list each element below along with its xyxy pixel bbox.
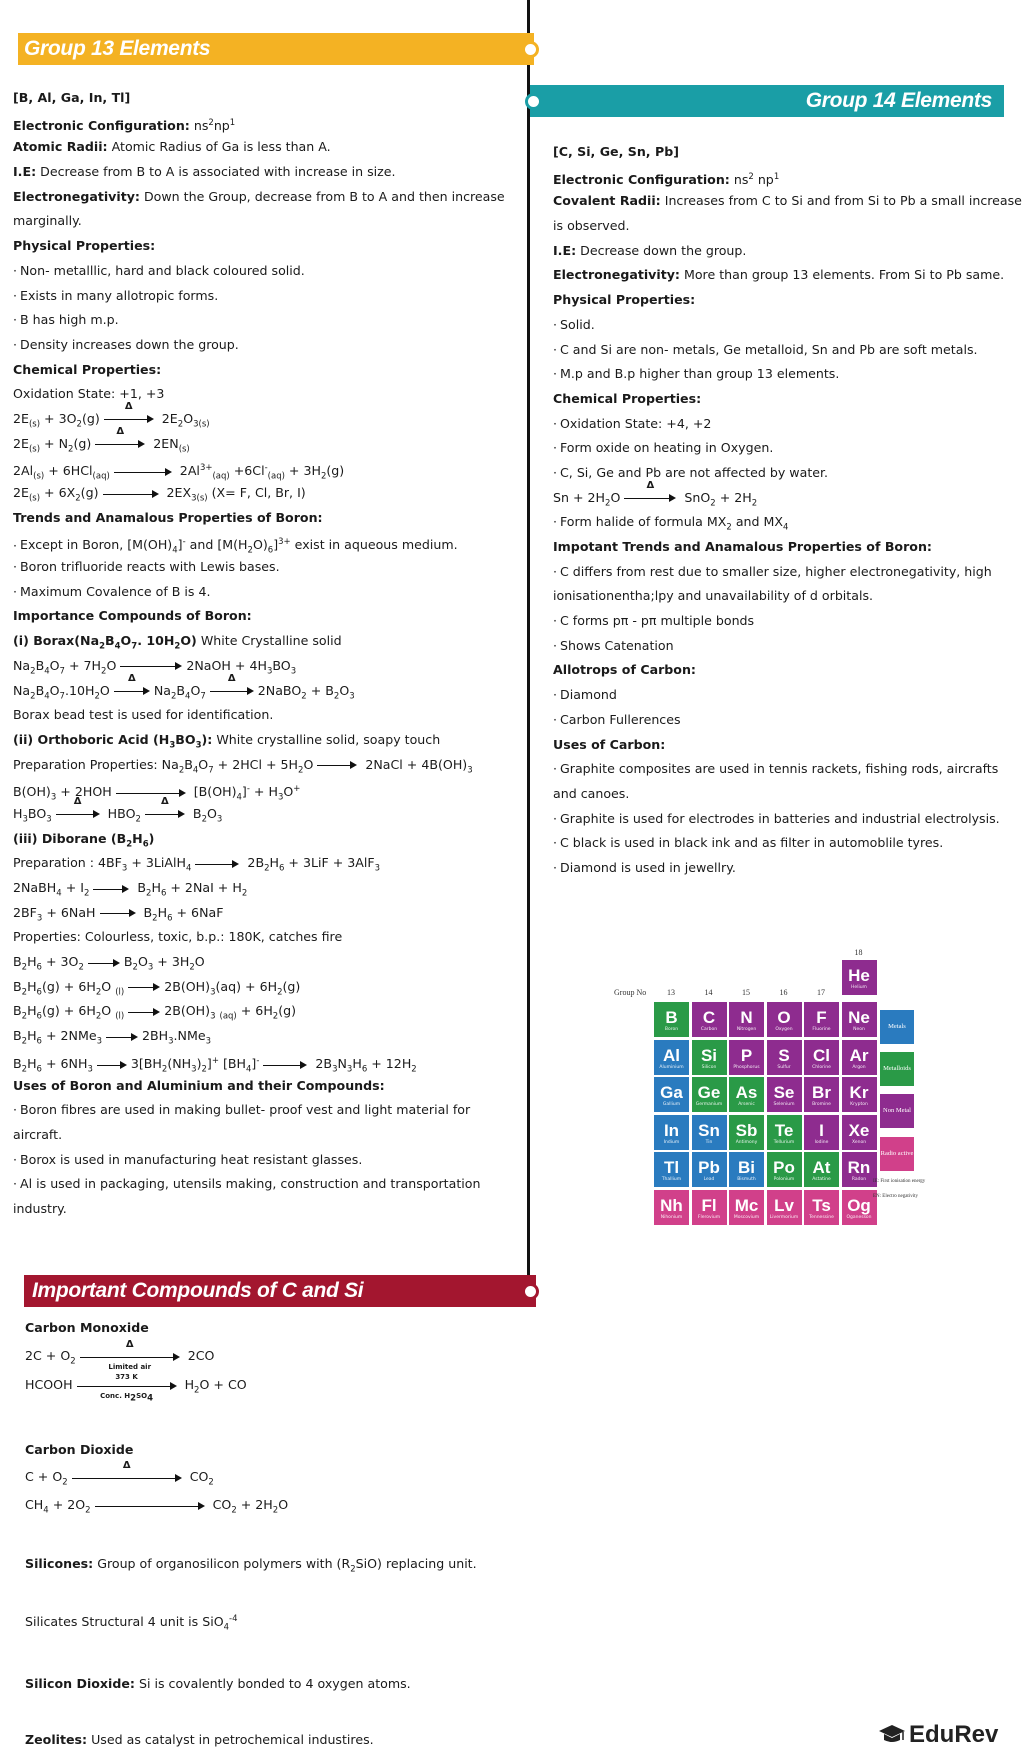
element-name: Polonium (773, 1177, 795, 1182)
element-symbol: Se (773, 1083, 795, 1102)
element-name: Chlorine (812, 1064, 831, 1070)
group13-uses-cont: industry. (13, 1200, 67, 1216)
element-cell-bi (729, 1152, 764, 1187)
element-symbol: In (663, 1120, 680, 1140)
group13-trend-item: · Maximum Covalence of B is 4. (13, 580, 513, 605)
element-name: Bromine (812, 1102, 831, 1107)
group14-banner (530, 85, 1004, 117)
element-cell-og (842, 1190, 877, 1225)
element-cell-se (767, 1077, 802, 1112)
element-symbol: Ga (660, 1083, 683, 1102)
element-name: Radon (851, 1177, 867, 1182)
compounds-banner-dot (522, 1283, 539, 1300)
sio2-text: Silicon Dioxide: Si is covalently bonded to 4 oxygen atoms. (25, 1676, 411, 1691)
element-name: Argon (852, 1064, 866, 1070)
element-cell-he (842, 960, 877, 995)
ie-note: IE: First ionisation energy (873, 1179, 926, 1184)
element-name: Arsenic (738, 1102, 755, 1107)
group13-phys-item: · B has high m.p. (13, 308, 513, 333)
group14-uses-item: · Diamond is used in jewellry. (553, 856, 1013, 881)
group-number: 17 (817, 988, 825, 997)
element-name: Tennessine (809, 1214, 834, 1220)
equation: $2E_{(s)} + 3O_2(g)$ Δ $2E_2O_{3(s)}$ (13, 401, 210, 430)
element-cell-ts (804, 1190, 839, 1225)
group14-uses-label: Uses of Carbon: (553, 736, 666, 752)
element-cell-p (729, 1040, 764, 1075)
group13-phys-item: · Exists in many allotropic forms. (13, 284, 513, 309)
element-symbol: As (735, 1083, 758, 1102)
element-cell-ge (692, 1077, 727, 1112)
ortho-heading: (ii) Orthoboric Acid $(H_3BO_3)$: White crystalline solid, soapy touch (13, 731, 441, 751)
element-name: Oganesson (846, 1214, 872, 1220)
element-cell-te (767, 1115, 802, 1150)
element-cell-o (767, 1002, 802, 1037)
group14-chem-label: Chemical Properties: (553, 390, 702, 406)
element-symbol: Te (774, 1120, 794, 1140)
element-cell-sn (692, 1115, 727, 1150)
group13-column (13, 86, 513, 1222)
element-symbol: He (848, 966, 870, 985)
element-symbol: Ar (849, 1045, 869, 1065)
silicates-text: Silicates Structural 4 unit is SiO$_4^{-4}$ (25, 1614, 238, 1633)
element-symbol: B (665, 1008, 678, 1027)
element-cell-si (692, 1040, 727, 1075)
equation: $B_2H_6(g) + 6H_2O$ $_{(l)}$ $2B(OH)_3$ $_{(aq)} + 6H_2(g)$ (13, 1003, 297, 1022)
element-cell-s (767, 1040, 802, 1075)
element-cell-po (767, 1152, 802, 1187)
element-cell-ar (842, 1040, 877, 1075)
group13-phys-item: · Non- metalllic, hard and black coloured solid. (13, 259, 513, 284)
element-name: Boron (664, 1027, 679, 1032)
group13-trend-label: Trends and Anamalous Properties of Boron: (13, 509, 323, 525)
group14-elements: [C, Si, Ge, Sn, Pb] (553, 144, 679, 159)
element-cell-c (692, 1002, 727, 1037)
equation: $B_2H_6 + 3O_2$ $B_2O_3 + 3H_2O$ (13, 954, 205, 973)
group14-uses-item: · Graphite composites are used in tennis rackets, fishing rods, aircrafts (553, 757, 1013, 782)
equation: 2NaBH$_4$ + $I_2$ $B_2H_6 + 2NaI + H_2$ (13, 880, 248, 899)
group14-phys-label: Physical Properties: (553, 292, 696, 308)
element-name: Aluminium (659, 1064, 684, 1070)
element-name: Iodine (814, 1139, 829, 1145)
element-symbol: Nh (660, 1195, 683, 1215)
element-symbol: Rn (847, 1158, 871, 1177)
element-name: Tellurium (773, 1139, 795, 1145)
silicones-text: Silicones: Group of organosilicon polymers with $(R_2SiO)$ replacing unit. (25, 1556, 477, 1575)
co2-label: Carbon Dioxide (25, 1442, 134, 1457)
equation: $B_2H_6 + 6NH_3$ $3[BH_2(NH_3)_2]^+$ $[BH_4]^-$ $2B_3N_3H_6 + 12H_2$ (13, 1055, 417, 1075)
element-symbol: Xe (848, 1120, 870, 1140)
element-symbol: C (702, 1008, 716, 1027)
element-name: Oxygen (775, 1027, 793, 1032)
equation: $2E_{(s)} + 6X_2(g)$ $2EX_{3(s)}$ (X= F, Cl, Br, I) (13, 485, 306, 504)
element-name: Xenon (851, 1139, 867, 1145)
diborane-heading: (iii) Diborane $(B_2H_6)$ (13, 830, 155, 850)
group13-en: Electronegativity: Down the Group, decrease from B to A and then increase (13, 188, 505, 204)
group13-banner (18, 33, 534, 65)
element-name: Fluorine (812, 1027, 831, 1032)
element-symbol: P (740, 1045, 753, 1065)
element-cell-nh (654, 1190, 689, 1225)
group14-trend-item: · C forms pπ - pπ multiple bonds (553, 609, 1013, 634)
element-name: Thallium (661, 1177, 682, 1182)
equation: $Na_2B_4O_7.10H_2O$ Δ $Na_2B_4O_7$ Δ 2NaBO$_2$ + $B_2O_3$ (13, 673, 355, 702)
element-cell-at (804, 1152, 839, 1187)
element-symbol: I (819, 1120, 824, 1140)
element-symbol: Sb (735, 1120, 758, 1140)
equation: $2E_{(s)} + N_2(g)$ Δ $2EN_{(s)}$ (13, 426, 190, 455)
group14-trend-cont: ionisationentha;lpy and unavailability of d orbitals. (553, 588, 874, 604)
legend-metals: Metals (880, 1010, 914, 1044)
group13-uses-cont: aircraft. (13, 1126, 63, 1142)
element-symbol: Tl (663, 1158, 680, 1177)
group14-uses-item: · Graphite is used for electrodes in batteries and industrial electrolysis. (553, 807, 1013, 832)
equation: $B_2H_6(g) + 6H_2O$ $_{(l)}$ $2B(OH)_3(aq) + 6H_2(g)$ (13, 978, 301, 998)
group14-radii: Covalent Radii: Increases from C to Si and from Si to Pb a small increase (553, 193, 1022, 209)
element-cell-f (804, 1002, 839, 1037)
group13-ie: I.E: Decrease from B to A is associated with increase in size. (13, 164, 396, 180)
en-note: EN: Electro negativity (873, 1194, 918, 1199)
element-symbol: Al (663, 1045, 680, 1065)
compounds-banner (24, 1275, 536, 1307)
element-symbol: At (812, 1158, 831, 1177)
element-symbol: F (816, 1008, 827, 1027)
diborane-props: Properties: Colourless, toxic, b.p.: 180K, catches fire (13, 929, 343, 945)
element-symbol: Cl (813, 1045, 830, 1065)
group13-phys-item: · Density increases down the group. (13, 333, 513, 358)
element-symbol: Br (812, 1083, 831, 1102)
element-cell-b (654, 1002, 689, 1037)
legend-non-metal: Non Metal (880, 1094, 914, 1128)
compounds-title: Important Compounds of C and Si (32, 1279, 364, 1302)
group14-radii-cont: is observed. (553, 218, 630, 234)
group13-en-cont: marginally. (13, 213, 82, 229)
equation: Preparation : $4BF_3$ + 3LiAlH$_4$ $2B_2H_6 + 3LiF + 3AlF_3$ (13, 855, 381, 874)
group14-allo-item: · Carbon Fullerences (553, 708, 1013, 733)
element-cell-br (804, 1077, 839, 1112)
element-name: Krypton (850, 1102, 868, 1107)
zeolites-text: Zeolites: Used as catalyst in petrochemical industires. (25, 1732, 374, 1747)
element-cell-tl (654, 1152, 689, 1187)
group13-uses-item: · Borox is used in manufacturing heat resistant glasses. (13, 1148, 513, 1173)
group14-allo-item: · Diamond (553, 683, 1013, 708)
element-symbol: Lv (774, 1195, 794, 1215)
group14-title: Group 14 Elements (805, 89, 992, 112)
element-symbol: Pb (698, 1158, 720, 1177)
group13-imp-label: Importance Compounds of Boron: (13, 608, 252, 624)
group14-chem-item: · C, Si, Ge and Pb are not affected by water. (553, 461, 1013, 486)
group13-title: Group 13 Elements (24, 37, 211, 60)
element-name: Silicon (701, 1064, 717, 1070)
co-label: Carbon Monoxide (25, 1320, 149, 1335)
element-symbol: Fl (701, 1195, 717, 1215)
element-name: Neon (853, 1027, 865, 1032)
element-name: Carbon (700, 1027, 718, 1032)
element-cell-n (729, 1002, 764, 1037)
group14-config: Electronic Configuration: $ns^2$ $np^1$ (553, 171, 780, 187)
group14-chem-item: · Oxidation State: +4, +2 (553, 412, 1013, 437)
legend-radio-active: Radio active (880, 1137, 914, 1171)
element-symbol: Bi (738, 1158, 755, 1177)
group-number: 16 (779, 988, 788, 997)
element-cell-rn (842, 1152, 877, 1187)
element-name: Sulfur (777, 1064, 791, 1070)
element-cell-ga (654, 1077, 689, 1112)
group14-uses-item: · C black is used in black ink and as filter in automoblile tyres. (553, 831, 1013, 856)
element-cell-as (729, 1077, 764, 1112)
group14-chem-item: · Form oxide on heating in Oxygen. (553, 436, 1013, 461)
element-name: Lead (703, 1177, 715, 1182)
element-name: Astatine (812, 1177, 831, 1182)
element-cell-mc (729, 1190, 764, 1225)
group14-phys-item: · C and Si are non- metals, Ge metalloid, Sn and Pb are soft metals. (553, 338, 1013, 363)
group14-banner-dot (525, 93, 542, 110)
group-number: 15 (742, 988, 750, 997)
element-cell-xe (842, 1115, 877, 1150)
element-symbol: Ge (697, 1083, 721, 1102)
element-name: Nitrogen (736, 1027, 757, 1032)
group13-elements: [B, Al, Ga, In, Tl] (13, 90, 131, 105)
element-name: Gallium (662, 1102, 681, 1107)
element-cell-i (804, 1115, 839, 1150)
element-symbol: Sn (698, 1120, 720, 1140)
element-name: Germanium (695, 1102, 723, 1107)
element-symbol: Og (847, 1195, 871, 1215)
group13-config: Electronic Configuration: $ns^2np^1$ (13, 117, 236, 133)
element-name: Selenium (773, 1102, 795, 1107)
element-symbol: Kr (849, 1083, 869, 1102)
group14-trend-label: Impotant Trends and Anamalous Properties of Boron: (553, 539, 932, 554)
equation: $Na_2B_4O_7 + 7H_2O$ 2NaOH + $4H_3BO_3$ (13, 657, 297, 677)
group-number: 13 (667, 988, 675, 997)
group13-trend-item: · Boron trifluoride reacts with Lewis bases. (13, 555, 513, 580)
group14-trend-item: · C differs from rest due to smaller size, higher electronegativity, high (553, 560, 1013, 585)
borax-test: Borax bead test is used for identification. (13, 707, 274, 723)
element-symbol: Po (773, 1158, 795, 1177)
element-cell-kr (842, 1077, 877, 1112)
periodic-table (608, 948, 938, 1228)
element-cell-sb (729, 1115, 764, 1150)
equation: $C + O_2$ Δ $CO_2$ (25, 1459, 214, 1488)
element-name: Tin (705, 1139, 713, 1145)
group14-phys-item: · Solid. (553, 313, 1013, 338)
element-name: Flerovium (697, 1214, 721, 1220)
equation: $B_2H_6 + 2NMe_3$ $2BH_3.NMe_3$ (13, 1028, 212, 1047)
element-symbol: O (777, 1008, 791, 1027)
element-symbol: Ts (812, 1195, 831, 1215)
group13-uses-item: · Al is used in packaging, utensils making, construction and transportation (13, 1172, 513, 1197)
element-cell-pb (692, 1152, 727, 1187)
borax-heading: (i) $Borax(Na_2B_4O_7$. $10H_2O$) White Crystalline solid (13, 633, 342, 652)
element-name: Livermorium (769, 1214, 799, 1220)
element-symbol: Si (700, 1045, 718, 1065)
group14-trend-item: · Shows Catenation (553, 634, 1013, 659)
brand-name: EduRev (909, 1721, 999, 1748)
group14-halide: · Form halide of formula $MX_2$ and $MX_4$ (553, 510, 1013, 535)
equation: Preparation Properties: $Na_2B_4O_7 + 2HCl + 5H_2O$ 2NaCl + $4B(OH)_3$ (13, 756, 473, 776)
element-cell-al (654, 1040, 689, 1075)
equation: HCOOH 373 K Conc. $H_2SO_4$ $H_2O$ + CO (25, 1372, 247, 1403)
group13-phys-label: Physical Properties: (13, 238, 156, 254)
group13-chem-label: Chemical Properties: (13, 361, 162, 377)
group13-uses-item: · Boron fibres are used in making bullet- proof vest and light material for (13, 1098, 513, 1123)
column-divider (527, 0, 530, 1282)
group-number: 14 (704, 988, 713, 997)
element-symbol: Ne (848, 1008, 870, 1027)
element-name: Moscovium (733, 1214, 760, 1220)
group13-uses-label: Uses of Boron and Aluminium and their Compounds: (13, 1077, 385, 1093)
group14-phys-item: · M.p and B.p higher than group 13 elements. (553, 362, 1013, 387)
element-name: Helium (851, 985, 867, 990)
element-name: Nihonium (660, 1214, 683, 1220)
equation: $CH_4 + 2O_2$ $CO_2 + 2H_2O$ (25, 1497, 289, 1516)
element-cell-lv (767, 1190, 802, 1225)
element-symbol: S (778, 1045, 790, 1065)
group-no-label: Group No (614, 988, 647, 997)
graduation-cap-icon (878, 1723, 906, 1745)
equation: $B(OH)_3 + 2HOH$ $[B(OH)_4]^- + H_3O^+$ (13, 784, 301, 803)
element-cell-cl (804, 1040, 839, 1075)
equation: $2Al_{(s)} + 6HCl_{(aq)}$ $2Al^{3+}_{(aq)} +6Cl^-_{(aq)} + 3H_2(g)$ (13, 463, 345, 483)
group13-ox-state: Oxidation State: +1, +3 (13, 386, 165, 402)
element-cell-in (654, 1115, 689, 1150)
group13-banner-dot (522, 41, 539, 58)
element-symbol: N (740, 1008, 753, 1027)
element-cell-fl (692, 1190, 727, 1225)
group14-uses-cont: and canoes. (553, 785, 630, 801)
group14-column (553, 140, 1022, 881)
element-name: Antimony (735, 1139, 758, 1145)
element-name: Bismuth (737, 1177, 756, 1182)
equation: $2C + O_2$ Δ Limited air 2CO (25, 1338, 215, 1371)
group13-radii: Atomic Radii: Atomic Radius of Ga is less than A. (13, 139, 331, 155)
equation: $H_3BO_3$ Δ $HBO_2$ Δ $B_2O_3$ (13, 796, 223, 825)
group14-ie: I.E: Decrease down the group. (553, 242, 747, 258)
element-name: Indium (663, 1139, 680, 1145)
group13-trend-item: · Except in Boron, $[M(OH)_4]^-$ and $[M(H_2O)_6]^{3+}$ exist in aqueous medium. (13, 530, 513, 555)
element-symbol: Mc (734, 1195, 759, 1215)
group14-en: Electronegativity: More than group 13 elements. From Si to Pb same. (553, 267, 1005, 283)
group-number: 18 (854, 948, 863, 957)
group14-allo-label: Allotrops of Carbon: (553, 662, 696, 678)
element-name: Phosphorus (733, 1064, 760, 1070)
element-cell-ne (842, 1002, 877, 1037)
legend-metalloids: Metalloids (880, 1052, 914, 1086)
equation: $2BF_3 + 6NaH$ $B_2H_6 + 6NaF$ (13, 904, 224, 924)
edurev-logo (878, 1721, 998, 1749)
equation: $Sn + 2H_2O$ Δ $SnO_2 + 2H_2$ (553, 480, 758, 509)
